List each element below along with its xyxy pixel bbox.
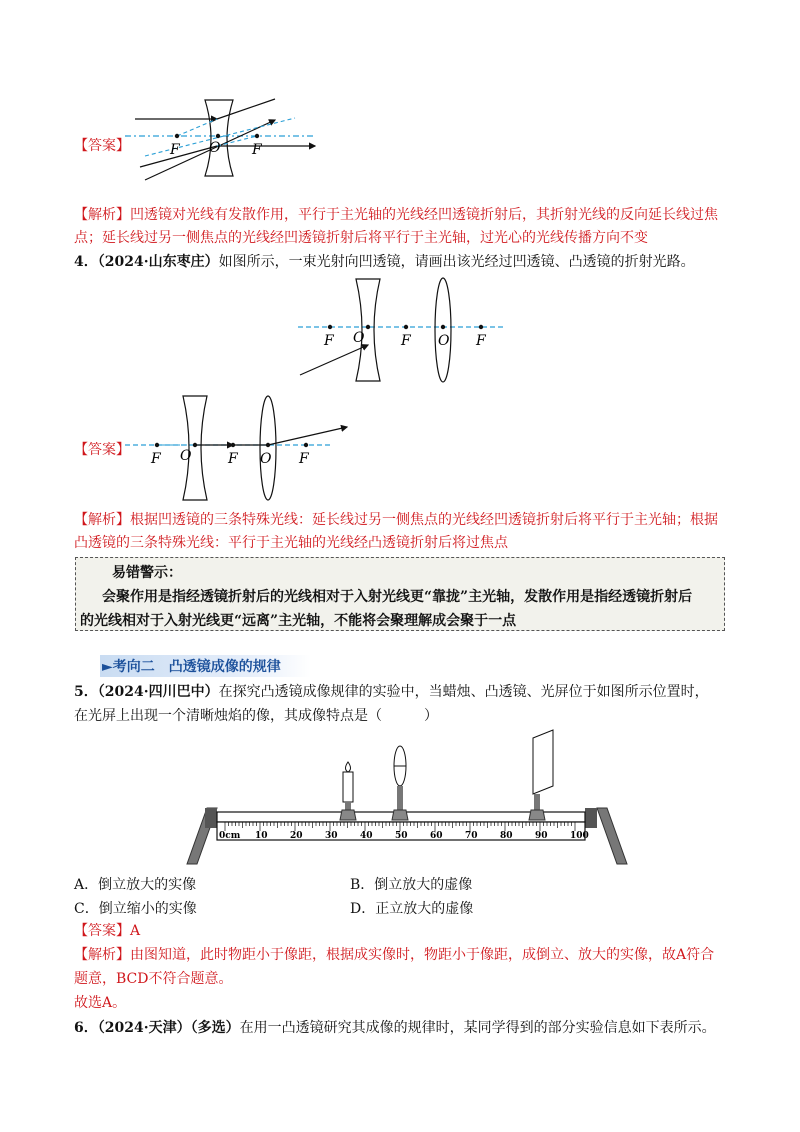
focus-label: F [299,451,309,467]
ruler-unit-label: 0cm [219,831,241,841]
q4-analysis-line1: 【解析】根据凹透镜的三条特殊光线：延长线过另一侧焦点的光线经凹透镜折射后将平行于主光轴；根据 [74,512,718,528]
q3-analysis-line2: 点；延长线过另一侧焦点的光线经凹透镜折射后将平行于主光轴，过光心的光线传播方向不变 [74,230,648,246]
section-heading: ►考向二 凸透镜成像的规律 [100,655,311,677]
ruler-tick-label: 80 [500,831,513,841]
focus-label: F [401,333,411,349]
option-a[interactable]: A．倒立放大的实像 [74,877,197,893]
warning-line1: 会聚作用是指经透镜折射后的光线相对于入射光线更“靠拢”主光轴，发散作用是指经透镜折射后 [102,589,693,605]
center-label: O [180,448,192,464]
q6-stem: 6．（2024·天津）（多选）在用一凸透镜研究其成像的规律时，某同学得到的部分实验信息如下表所示。 [74,1020,716,1036]
q5-analysis-line1: 【解析】由图知道，此时物距小于像距，根据成实像时，物距小于像距，成倒立、放大的实像，故A符合 [74,947,715,963]
option-d[interactable]: D．正立放大的虚像 [350,901,474,917]
q4-stem: 4．（2024·山东枣庄）如图所示，一束光射向凹透镜，请画出该光经过凹透镜、凸透镜的折射光路。 [74,254,695,270]
ruler-tick-label: 90 [535,831,548,841]
q3-analysis-line1: 【解析】凹透镜对光线有发散作用，平行于主光轴的光线经凹透镜折射后，其折射光线的反向延长线过焦 [74,207,718,223]
focus-label: F [170,142,180,158]
option-b[interactable]: B．倒立放大的虚像 [350,877,473,893]
ruler-tick-label: 10 [255,831,268,841]
warning-title: 易错警示： [112,565,182,581]
mistake-warning-box [75,557,725,631]
ruler-tick-label: 60 [430,831,443,841]
q4-question-diagram [298,275,508,385]
ruler-tick-label: 100 [570,831,589,841]
focus-label: F [151,451,161,467]
center-label: O [353,330,365,346]
q4-analysis-line2: 凸透镜的三条特殊光线：平行于主光轴的光线经凸透镜折射后将过焦点 [74,535,508,551]
center-label: O [438,333,450,349]
ruler-tick-label: 30 [325,831,338,841]
convex-lens [392,746,408,820]
answer-label: 【答案】 [74,442,130,458]
optical-bench-diagram [185,728,630,868]
concave-lens-answer-diagram [125,92,325,192]
focus-label: F [252,142,262,158]
focus-label: F [324,333,334,349]
center-label: O [209,140,221,156]
q4-answer-diagram [125,393,355,503]
ruler-tick-label: 20 [290,831,303,841]
light-screen [529,730,553,820]
candle [340,762,356,820]
ruler-tick-label: 70 [465,831,478,841]
option-c[interactable]: C．倒立缩小的实像 [74,901,197,917]
q5-answer: 【答案】A [74,923,141,939]
center-label: O [260,451,272,467]
q5-stem-line2: 在光屏上出现一个清晰烛焰的像，其成像特点是（ ） [74,708,438,724]
q5-analysis-line2: 题意，BCD不符合题意。 [74,971,233,987]
ruler-tick-label: 40 [360,831,373,841]
focus-label: F [476,333,486,349]
q5-conclusion: 故选A。 [74,995,127,1011]
focus-label: F [228,451,238,467]
warning-line2: 的光线相对于入射光线更“远离”主光轴，不能将会聚理解成会聚于一点 [80,613,517,629]
answer-label: 【答案】 [74,138,130,154]
ruler-tick-label: 50 [395,831,408,841]
q5-stem-line1: 5．（2024·四川巴中）在探究凸透镜成像规律的实验中，当蜡烛、凸透镜、光屏位于如图所示位置时， [74,684,709,700]
